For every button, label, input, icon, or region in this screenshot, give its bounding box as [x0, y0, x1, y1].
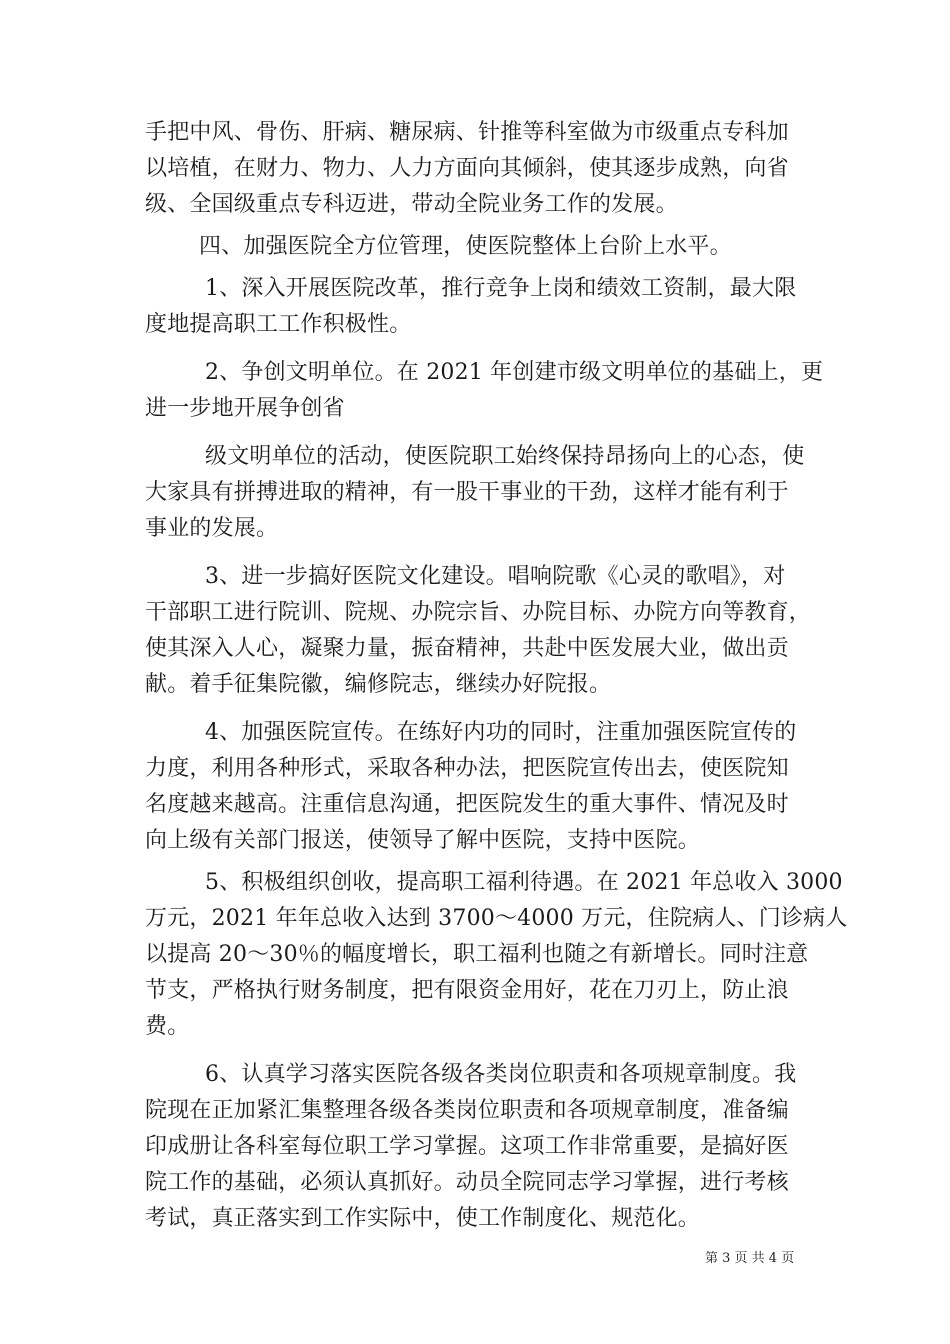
text-line: 大家具有拼搏进取的精神，有一股干事业的干劲，这样才能有利于 — [145, 480, 789, 505]
text-line: 印成册让各科室每位职工学习掌握。这项工作非常重要，是搞好医 — [145, 1134, 789, 1159]
document-body — [145, 115, 848, 1237]
text-line: 事业的发展。 — [145, 516, 279, 541]
text-line: 以提高 20～30％的幅度增长，职工福利也随之有新增长。同时注意 — [145, 942, 809, 967]
text-line: 干部职工进行院训、院规、办院宗旨、办院目标、办院方向等教育， — [145, 600, 812, 625]
text-line: 6、认真学习落实医院各级各类岗位职责和各项规章制度。我 — [205, 1062, 797, 1087]
text-line: 1、深入开展医院改革，推行竞争上岗和绩效工资制，最大限 — [205, 276, 797, 301]
text-line: 节支，严格执行财务制度，把有限资金用好，花在刀刃上，防止浪 — [145, 978, 789, 1003]
text-line: 2、争创文明单位。在 2021 年创建市级文明单位的基础上，更 — [205, 360, 824, 385]
paragraph — [145, 271, 815, 343]
text-line: 献。着手征集院徽，编修院志，继续办好院报。 — [145, 672, 612, 697]
paragraph — [145, 559, 815, 703]
paragraph — [145, 355, 824, 427]
text-line: 度地提高职工工作积极性。 — [145, 312, 412, 337]
text-line: 四、加强医院全方位管理，使医院整体上台阶上水平。 — [199, 234, 732, 259]
text-line: 向上级有关部门报送，使领导了解中医院，支持中医院。 — [145, 828, 701, 853]
paragraph — [145, 439, 815, 547]
text-line: 5、积极组织创收，提高职工福利待遇。在 2021 年总收入 3000 — [205, 870, 843, 895]
text-line: 院工作的基础，必须认真抓好。动员全院同志学习掌握，进行考核 — [145, 1170, 789, 1195]
text-line: 级文明单位的活动，使医院职工始终保持昂扬向上的心态，使 — [205, 444, 805, 469]
text-line: 费。 — [145, 1014, 190, 1039]
text-line: 3、进一步搞好医院文化建设。唱响院歌《心灵的歌唱》，对 — [205, 564, 786, 589]
text-line: 4、加强医院宣传。在练好内功的同时，注重加强医院宣传的 — [205, 720, 797, 745]
paragraph — [145, 115, 815, 223]
text-line: 万元，2021 年年总收入达到 3700～4000 万元，住院病人、门诊病人 — [145, 906, 848, 931]
page-number-footer: 第 3 页 共 4 页 — [705, 1251, 795, 1266]
paragraph — [145, 715, 815, 859]
text-line: 院现在正加紧汇集整理各级各类岗位职责和各项规章制度，准备编 — [145, 1098, 789, 1123]
paragraph — [145, 1057, 815, 1237]
text-line: 手把中风、骨伤、肝病、糖尿病、针推等科室做为市级重点专科加 — [145, 120, 789, 145]
section-heading — [145, 229, 815, 265]
text-line: 使其深入人心，凝聚力量，振奋精神，共赴中医发展大业，做出贡 — [145, 636, 789, 661]
text-line: 力度，利用各种形式，采取各种办法，把医院宣传出去，使医院知 — [145, 756, 789, 781]
paragraph — [145, 865, 848, 1045]
text-line: 考试，真正落实到工作实际中，使工作制度化、规范化。 — [145, 1206, 701, 1231]
text-line: 进一步地开展争创省 — [145, 396, 345, 421]
text-line: 级、全国级重点专科迈进，带动全院业务工作的发展。 — [145, 192, 678, 217]
text-line: 以培植，在财力、物力、人力方面向其倾斜，使其逐步成熟，向省 — [145, 156, 789, 181]
text-line: 名度越来越高。注重信息沟通，把医院发生的重大事件、情况及时 — [145, 792, 789, 817]
